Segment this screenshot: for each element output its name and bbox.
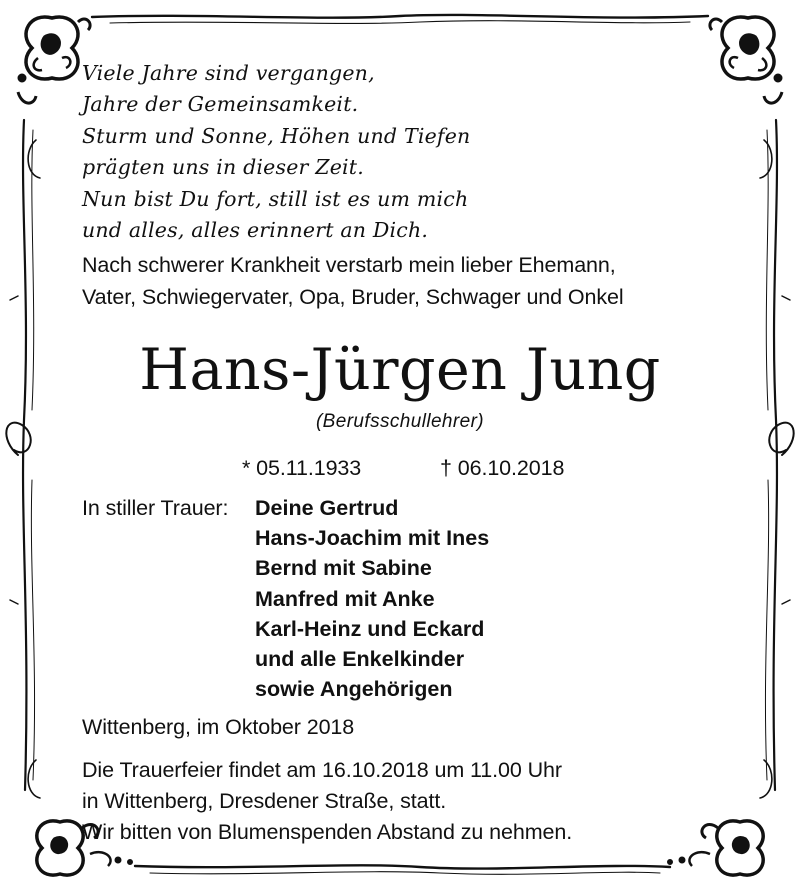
mourner-entry: Deine Gertrud <box>255 496 399 520</box>
poem-line: Nun bist Du fort, still ist es um mich <box>82 186 469 211</box>
death-date: † 06.10.2018 <box>440 456 565 480</box>
birth-date: * 05.11.1933 <box>242 456 362 480</box>
poem <box>82 58 470 246</box>
mourner-entry: Karl-Heinz und Eckard <box>255 616 485 641</box>
place-date: Wittenberg, im Oktober 2018 <box>82 715 355 739</box>
rose-ornament-icon <box>18 17 90 103</box>
mourner-entry: Bernd mit Sabine <box>255 556 432 581</box>
deceased-occupation: (Berufsschullehrer) <box>315 411 485 432</box>
funeral-info <box>82 755 572 848</box>
funeral-line: Wir bitten von Blumenspenden Abstand zu nehmen. <box>82 820 573 844</box>
poem-line: Viele Jahre sind vergangen, <box>82 61 375 85</box>
funeral-line: in Wittenberg, Dresdener Straße, statt. <box>82 789 447 813</box>
poem-line: Jahre der Gemeinsamkeit. <box>82 92 359 117</box>
rose-ornament-icon <box>668 821 764 875</box>
announcement <box>82 249 624 313</box>
funeral-line: Die Trauerfeier findet am 16.10.2018 um 11.00 Uhr <box>82 758 562 782</box>
mourner-entry: Hans-Joachim mit Ines <box>255 526 490 551</box>
rose-ornament-icon <box>710 17 782 103</box>
mourning-label: In stiller Trauer: <box>82 496 229 520</box>
announcement-line: Nach schwerer Krankheit verstarb mein lieber Ehemann, <box>82 253 616 277</box>
announcement-line: Vater, Schwiegervater, Opa, Bruder, Schwager und Onkel <box>82 285 624 309</box>
mourner-entry: und alle Enkelkinder <box>255 647 465 672</box>
poem-line: und alles, alles erinnert an Dich. <box>82 218 429 243</box>
deceased-name: Hans-Jürgen Jung <box>139 337 661 403</box>
mourner-entry: sowie Angehörigen <box>255 677 453 702</box>
mourners-list <box>255 493 489 704</box>
poem-line: prägten uns in dieser Zeit. <box>82 155 364 180</box>
poem-line: Sturm und Sonne, Höhen und Tiefen <box>82 123 471 148</box>
mourner-entry: Manfred mit Anke <box>255 586 435 611</box>
